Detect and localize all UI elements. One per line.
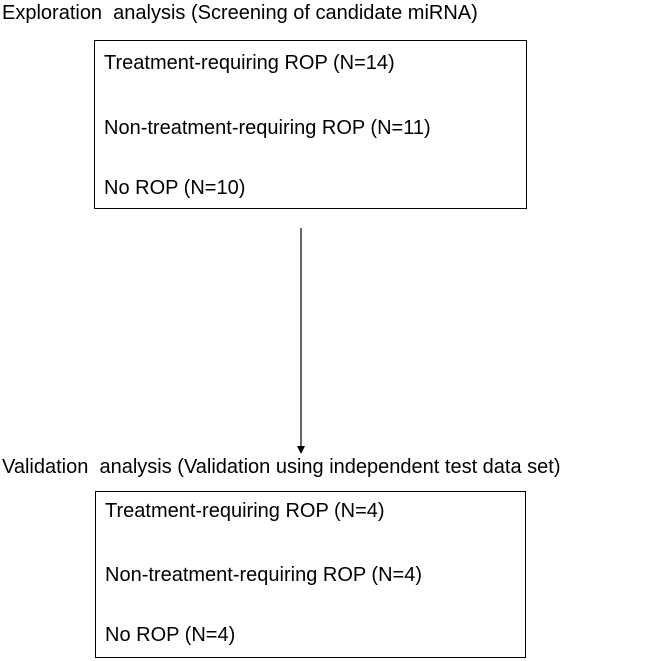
exploration-box [94,40,527,209]
exploration-group-non-treatment-requiring: Non-treatment-requiring ROP (N=11) [104,117,431,139]
exploration-heading: Exploration analysis (Screening of candidate miRNA) [2,2,478,24]
exploration-group-treatment-requiring: Treatment-requiring ROP (N=14) [104,52,395,74]
validation-group-no-rop: No ROP (N=4) [105,624,236,646]
flow-arrow-head [297,446,305,454]
exploration-group-no-rop: No ROP (N=10) [104,177,246,199]
validation-group-non-treatment-requiring: Non-treatment-requiring ROP (N=4) [105,564,422,586]
validation-group-treatment-requiring: Treatment-requiring ROP (N=4) [105,500,385,522]
validation-heading: Validation analysis (Validation using independent test data set) [2,456,561,478]
validation-box [95,491,526,658]
flow-arrow-icon [294,228,308,456]
